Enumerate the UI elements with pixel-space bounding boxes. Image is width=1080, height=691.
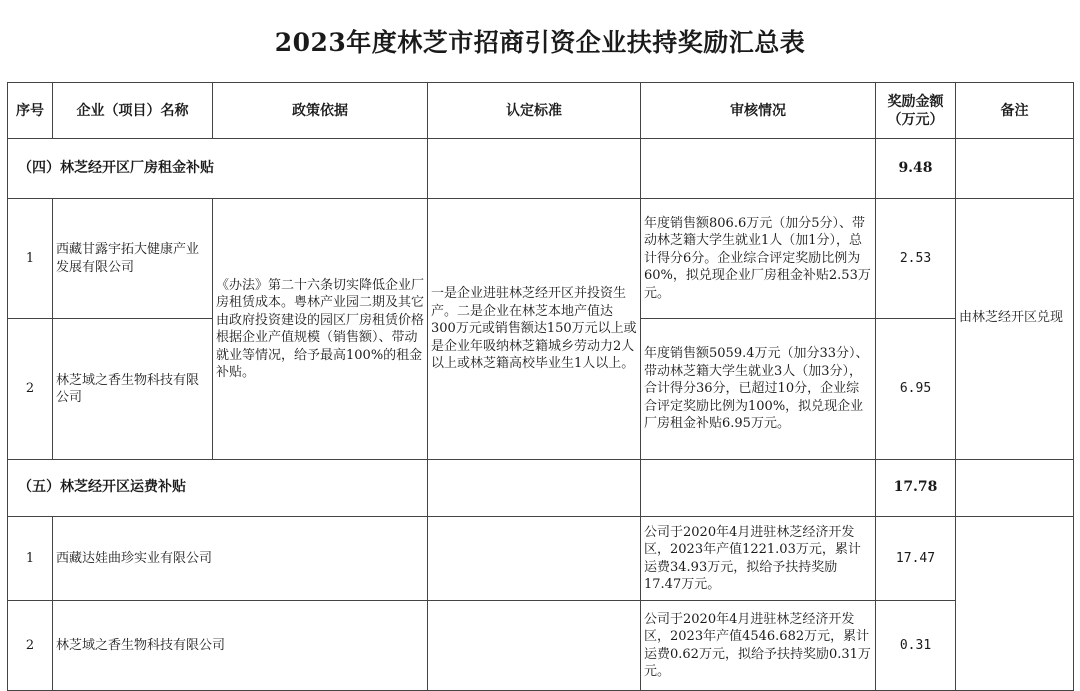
row-seq: 2 — [8, 601, 53, 691]
header-row — [8, 83, 1074, 139]
header-remark: 备注 — [956, 83, 1074, 139]
header-amount: 奖励金额（万元） — [876, 83, 956, 139]
row-empty-cell — [428, 601, 641, 691]
section-row — [8, 139, 1074, 199]
row-review: 年度销售额5059.4万元（加分33分）、带动林芝籍大学生就业3人（加3分），合计得分36分，已超过10分，企业综合评定奖励比例为100%，拟兑现企业厂房租金补贴6.95万元。 — [641, 319, 876, 460]
header-review: 审核情况 — [641, 83, 876, 139]
policy-basis: 《办法》第二十六条切实降低企业厂房租赁成本。粤林产业园二期及其它由政府投资建设的园区厂房租赁价格根据企业产值规模（销售额）、带动就业等情况，给予最高100%的租金补贴。 — [213, 199, 428, 460]
document-title: 2023年度林芝市招商引资企业扶持奖励汇总表 — [274, 28, 806, 57]
header-policy: 政策依据 — [213, 83, 428, 139]
row-amount: 6.95 — [876, 319, 956, 460]
section-label: （五）林芝经开区运费补贴 — [8, 460, 428, 517]
section-empty-cell — [956, 460, 1074, 517]
row-empty-cell — [428, 517, 641, 601]
section-empty-cell — [428, 139, 641, 199]
header-seq: 序号 — [8, 83, 53, 139]
certification-standard: 一是企业进驻林芝经开区并投资生产。二是企业在林芝本地产值达300万元或销售额达150万元以上或是企业年吸纳林芝籍城乡劳动力2人以上或林芝籍高校毕业生1人以上。 — [428, 199, 641, 460]
section-empty-cell — [428, 460, 641, 517]
row-company-name: 林芝域之香生物科技有限公司 — [53, 601, 428, 691]
section-row — [8, 460, 1074, 517]
section-total: 9.48 — [876, 139, 956, 199]
header-name: 企业（项目）名称 — [53, 83, 213, 139]
subsidy-summary-table — [7, 82, 1074, 691]
row-amount: 2.53 — [876, 199, 956, 319]
table-row — [8, 601, 1074, 691]
row-review: 公司于2020年4月进驻林芝经济开发区，2023年产值4546.682万元，累计运费0.62万元，拟给予扶持奖励0.31万元。 — [641, 601, 876, 691]
table-row — [8, 199, 1074, 319]
row-seq: 1 — [8, 517, 53, 601]
row-company-name: 西藏甘露宇拓大健康产业发展有限公司 — [53, 199, 213, 319]
row-seq: 2 — [8, 319, 53, 460]
row-empty-cell — [956, 517, 1074, 691]
row-amount: 0.31 — [876, 601, 956, 691]
row-review: 公司于2020年4月进驻林芝经济开发区，2023年产值1221.03万元，累计运费34.93万元，拟给予扶持奖励17.47万元。 — [641, 517, 876, 601]
row-review: 年度销售额806.6万元（加分5分）、带动林芝籍大学生就业1人（加1分），总计得分6分。企业综合评定奖励比例为60%，拟兑现企业厂房租金补贴2.53万元。 — [641, 199, 876, 319]
section-empty-cell — [641, 139, 876, 199]
row-amount: 17.47 — [876, 517, 956, 601]
row-company-name: 西藏达娃曲珍实业有限公司 — [53, 517, 428, 601]
remark: 由林芝经开区兑现 — [956, 199, 1074, 460]
section-empty-cell — [641, 460, 876, 517]
section-total: 17.78 — [876, 460, 956, 517]
row-company-name: 林芝域之香生物科技有限公司 — [53, 319, 213, 460]
header-standard: 认定标准 — [428, 83, 641, 139]
row-seq: 1 — [8, 199, 53, 319]
section-empty-cell — [956, 139, 1074, 199]
table-row — [8, 517, 1074, 601]
section-label: （四）林芝经开区厂房租金补贴 — [8, 139, 428, 199]
